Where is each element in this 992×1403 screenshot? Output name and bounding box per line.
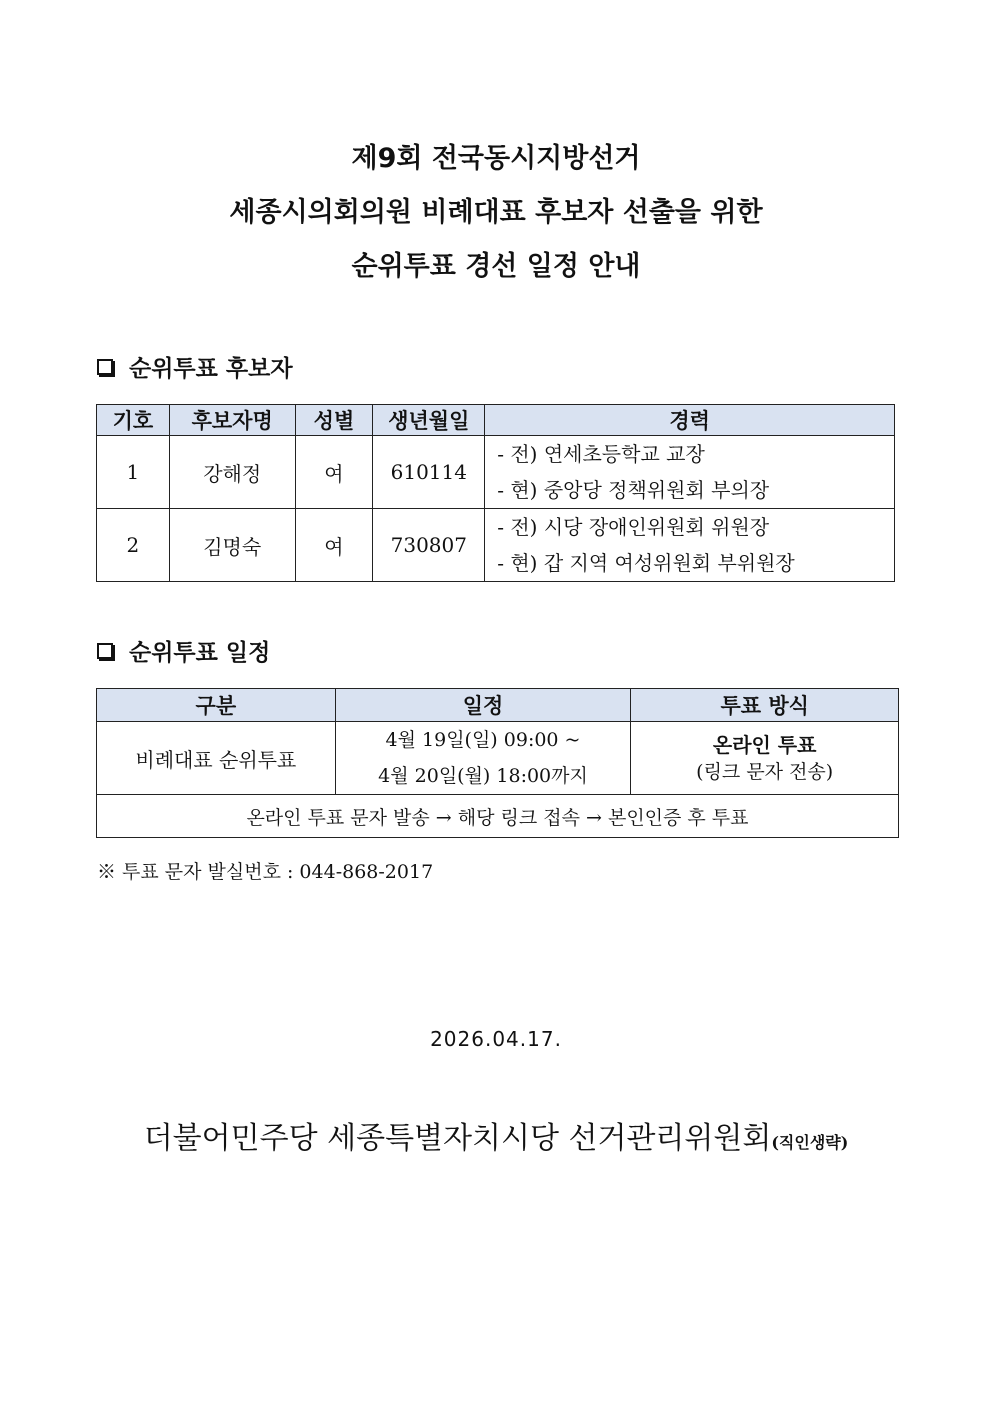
seal-omitted-note: (직인생략) <box>771 1133 849 1152</box>
table-row <box>97 509 895 582</box>
header-birth: 생년월일 <box>373 405 485 436</box>
checkbox-bullet-icon <box>97 359 113 375</box>
candidate-birth: 730807 <box>373 509 485 582</box>
schedule-header-row <box>97 689 899 722</box>
schedule-heading-text: 순위투표 일정 <box>129 640 271 666</box>
career-line: - 현) 중앙당 정책위원회 부의장 <box>497 478 770 502</box>
header-schedule: 일정 <box>335 689 631 722</box>
table-row <box>97 722 899 795</box>
checkbox-bullet-icon <box>97 643 113 659</box>
table-row <box>97 795 899 838</box>
sender-number-note: ※ 투표 문자 발실번호 : 044-868-2017 <box>97 861 434 883</box>
header-career: 경력 <box>485 405 895 436</box>
document-title-line-2: 세종시의회의원 비례대표 후보자 선출을 위한 <box>229 197 763 228</box>
candidates-heading-text: 순위투표 후보자 <box>129 356 293 382</box>
schedule-end: 4월 20일(월) 18:00까지 <box>378 765 588 787</box>
table-row <box>97 436 895 509</box>
vote-process: 온라인 투표 문자 발송 → 해당 링크 접속 → 본인인증 후 투표 <box>97 795 899 838</box>
candidates-section-heading <box>97 350 293 383</box>
career-line: - 전) 연세초등학교 교장 <box>497 442 705 466</box>
schedule-section-heading <box>97 634 270 667</box>
header-category: 구분 <box>97 689 336 722</box>
career-line: - 전) 시당 장애인위원회 위원장 <box>497 515 770 539</box>
document-date: 2026.04.17. <box>430 1027 562 1051</box>
candidate-number: 2 <box>97 509 170 582</box>
schedule-start: 4월 19일(일) 09:00 ~ <box>385 729 581 751</box>
issuer-footer <box>0 1113 992 1157</box>
candidate-career <box>485 436 895 509</box>
candidate-number: 1 <box>97 436 170 509</box>
candidate-career <box>485 509 895 582</box>
header-number: 기호 <box>97 405 170 436</box>
candidate-name: 강해정 <box>169 436 295 509</box>
candidate-name: 김명숙 <box>169 509 295 582</box>
header-method: 투표 방식 <box>631 689 899 722</box>
schedule-period <box>335 722 631 795</box>
vote-method-title: 온라인 투표 <box>712 733 817 757</box>
header-name: 후보자명 <box>169 405 295 436</box>
vote-method <box>631 722 899 795</box>
document-title-line-1: 제9회 전국동시지방선거 <box>351 143 641 174</box>
header-gender: 성별 <box>295 405 373 436</box>
vote-method-detail: (링크 문자 전송) <box>696 761 834 783</box>
document-title-line-3: 순위투표 경선 일정 안내 <box>351 251 641 282</box>
candidates-header-row <box>97 405 895 436</box>
schedule-table <box>96 688 899 838</box>
candidate-gender: 여 <box>295 509 373 582</box>
issuer-name: 더불어민주당 세종특별자치시당 선거관리위원회 <box>143 1121 772 1156</box>
career-line: - 현) 갑 지역 여성위원회 부위원장 <box>497 551 795 575</box>
candidates-table <box>96 404 895 582</box>
candidate-gender: 여 <box>295 436 373 509</box>
schedule-category: 비례대표 순위투표 <box>97 722 336 795</box>
candidate-birth: 610114 <box>373 436 485 509</box>
